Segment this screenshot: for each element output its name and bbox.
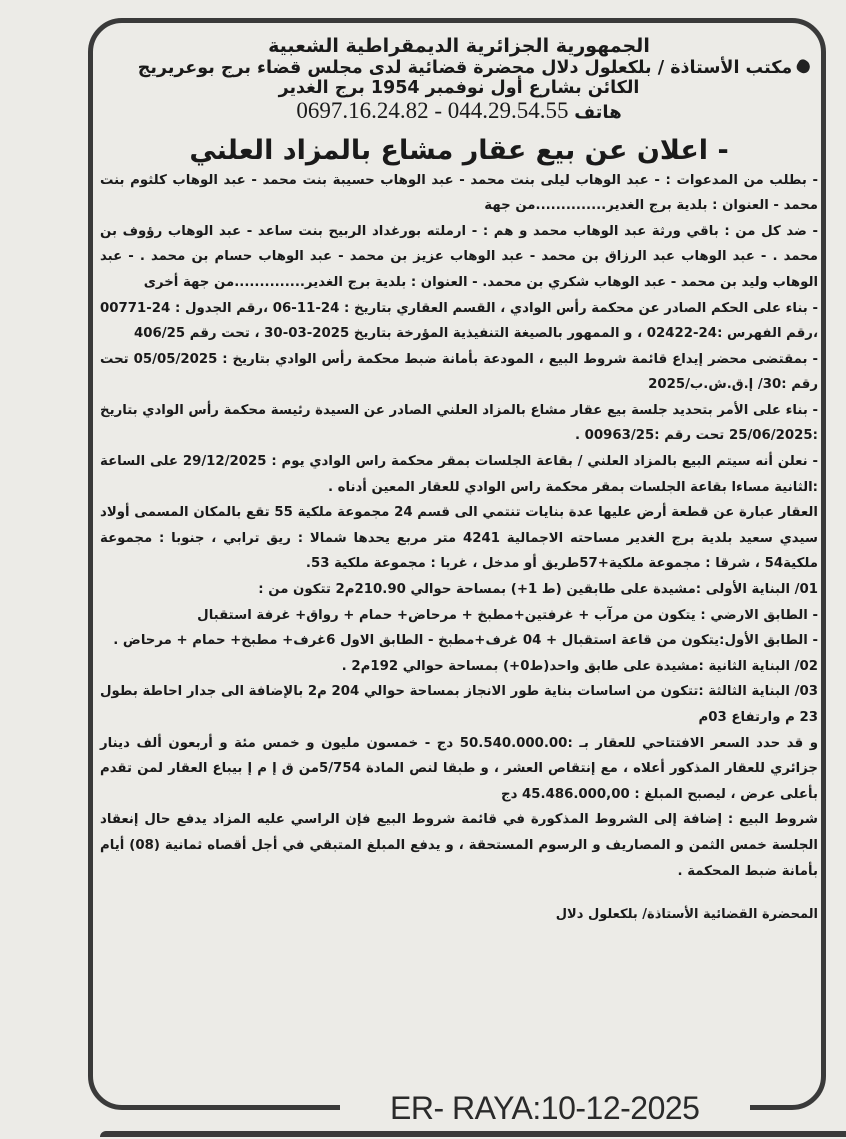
paragraph-building-2: 02/ البناية الثانية :مشيدة على طابق واحد(ط0+) بمساحة حوالي 192م2 . [341, 658, 818, 674]
paragraph-deposit: - بمقتضى محضر إيداع قائمة شروط البيع ، المودعة بأمانة ضبط محكمة رأس الوادي بتاريخ : 05/05/2025 تحت رقم :30/ إ.ق.ش.ب/2025 [100, 351, 818, 393]
phone-label: هاتف [574, 102, 622, 124]
paragraph-judgment: - بناء على الحكم الصادر عن محكمة رأس الوادي ، القسم العقاري بتاريخ : 24-11-06 ،رقم الجدول : 24-00771 ،رقم الفهرس :24-02422 ، و الممهور بالصيغة التنفيذية المؤرخة بتاريخ 2025-03-30 ، تحت رقم 406/25 [100, 300, 818, 342]
publication-stamp: ER- RAYA:10-12-2025 [390, 1090, 700, 1126]
signature: المحضرة القضائية الأستاذة/ بلكعلول دلال [555, 907, 818, 923]
paragraph-first-floor: - الطابق الأول:يتكون من قاعة استقبال + 04 غرف+مطبخ - الطابق الاول 6غرف+ مطبخ+ حمام + مرحاض . [113, 633, 818, 649]
paragraph-building-3: 03/ البناية الثالثة :تتكون من اساسات بناية طور الانجاز بمساحة حوالي 204 م2 بالإضافة الى جدار احاطة بطول 23 م وارتفاع 03م [100, 684, 819, 725]
header-republic: الجمهورية الجزائرية الديمقراطية الشعبية [268, 35, 650, 57]
paragraph-defendants: - ضد كل من : باقي ورثة عبد الوهاب محمد و هم : - ارملته بورغداد الربيح بنت ساعد - عبد الوهاب رؤوف بن محمد . - عبد الوهاب عبد الرزاق بن محمد - عبد الوهاب عزيز بن محمد - عبد الوهاب حسام بن محمد . - عبد الوهاب وليد بن محمد - عبد الوهاب شكري بن محمد. - العنوان : بلدية برج الغدير..............من جهة أخرى [100, 223, 818, 290]
paragraph-auction-date: - نعلن أنه سيتم البيع بالمزاد العلني / بقاعة الجلسات بمقر محكمة راس الوادي يوم : 29/12/2025 على الساعة :الثانية مساءا بقاعة الجلسات بمقر محكمة راس الوادي للعقار المعين أدناه . [100, 454, 818, 495]
paragraph-order: - بناء على الأمر بتحديد جلسة بيع عقار مشاع بالمزاد العلني الصادر عن السيدة رئيسة محكمة رأس الوادي بتاريخ :25/06/2025 تحت رقم :00963/25 . [100, 402, 818, 444]
header-phone [100, 98, 818, 124]
paragraph-conditions: شروط البيع : إضافة إلى الشروط المذكورة في قائمة شروط البيع فإن الراسي عليه المزاد يدفع حال إنعقاد الجلسة خمس الثمن و المصاريف و الرسوم المستحقة ، و يدفع المبلغ المتبقي في أجل أقصاه ثمانية (08) أيام بأمانة ضبط المحكمة . [100, 812, 818, 879]
paragraph-property: العقار عبارة عن قطعة أرض عليها عدة بنايات تنتمي الى قسم 24 مجموعة ملكية 55 تقع بالمكان المسمى أولاد سيدي سعيد بلدية برج الغدير مساحته الاجمالية 4241 متر مربع يحدها شمالا : ريق ترابي ، جنوبا : مجموعة ملكية54 ، شرقا : مجموعة ملكية+57طريق أو مدخل ، غربا : مجموعة ملكية 53. [100, 505, 818, 572]
legal-notice [100, 36, 818, 928]
paragraph-ground-floor: - الطابق الارضي : يتكون من مرآب + غرفتين+مطبخ + مرحاض+ حمام + رواق+ غرفة استقبال [197, 607, 818, 623]
paragraph-price: و قد حدد السعر الافتتاحي للعقار بـ :50.540.000.00 دج - خمسون مليون و خمس مئة و أربعون ألف دينار جزائري للعقار المذكور أعلاه ، مع إنتقاص العشر ، و طبقا لنص المادة 5/754من ق إ م إ بيباع العقار لمن تقدم بأعلى عرض ، ليصبح المبلغ : 45.486.000,00 دج [100, 735, 818, 802]
header-office: مكتب الأستاذة / بلكعلول دلال محضرة قضائية لدى مجلس قضاء برج بوعريريج [137, 57, 793, 78]
notice-title: - اعلان عن بيع عقار مشاع بالمزاد العلني [189, 134, 729, 166]
notice-body [100, 168, 818, 928]
phone-numbers: 0697.16.24.82 - 044.29.54.55 [296, 98, 569, 124]
paragraph-building-1: 01/ البناية الأولى :مشيدة على طابقين (ط 1+) بمساحة حوالي 210.90م2 تتكون من : [258, 582, 818, 598]
bottom-divider [100, 1131, 846, 1137]
header-address: الكائن بشارع أول نوفمبر 1954 برج الغدير [278, 77, 640, 98]
paragraph-plaintiffs: - بطلب من المدعوات : - عبد الوهاب ليلى بنت محمد - عبد الوهاب حسيبة بنت محمد - عبد الوهاب كلثوم بنت محمد - العنوان : بلدية برج الغدير..............من جهة [100, 172, 818, 214]
